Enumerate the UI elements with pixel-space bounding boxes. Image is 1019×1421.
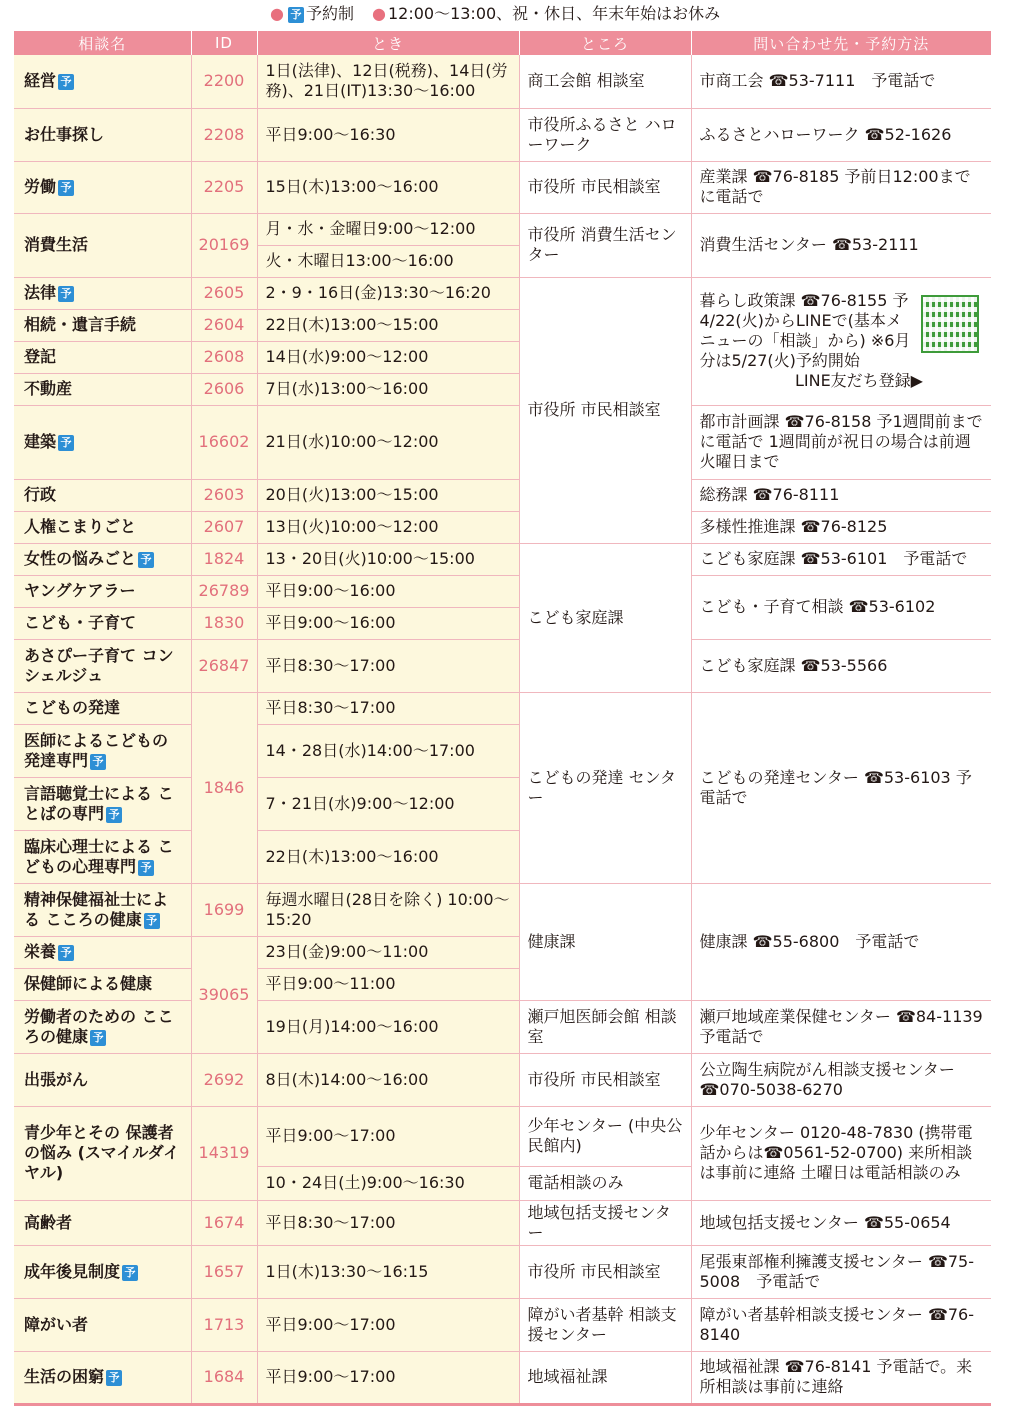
women-contact: こども家庭課 ☎53-6101 予電話で <box>691 543 991 575</box>
row-name: 青少年とその 保護者の悩み (スマイルダイヤル) <box>14 1106 191 1200</box>
row-id: 2608 <box>191 341 257 373</box>
table-row <box>14 883 991 936</box>
row-when: 平日9:00〜16:00 <box>257 575 519 607</box>
row-contact: 市商工会 ☎53-7111 予電話で <box>691 55 991 108</box>
row-when: 平日8:30〜17:00 <box>257 1200 519 1245</box>
row-name: 人権こまりごと <box>14 511 191 543</box>
row-when: 平日9:00〜17:00 <box>257 1298 519 1351</box>
row-when: 2・9・16日(金)13:30〜16:20 <box>257 277 519 309</box>
row-when: 毎週水曜日(28日を除く) 10:00〜15:20 <box>257 883 519 936</box>
row-id: 39065 <box>191 936 257 1053</box>
row-when: 7日(水)13:00〜16:00 <box>257 373 519 405</box>
table-row <box>14 511 991 543</box>
row-name: こどもの発達 <box>14 692 191 724</box>
row-when: 22日(木)13:00〜16:00 <box>257 830 519 883</box>
row-id: 2200 <box>191 55 257 108</box>
row-contact: 少年センター 0120-48-7830 (携帯電話からは☎0561-52-0700) 来所相談は事前に連絡 土曜日は電話相談のみ <box>691 1106 991 1200</box>
health-contact: 健康課 ☎55-6800 予電話で <box>691 883 991 1000</box>
row-contact: ふるさとハローワーク ☎52-1626 <box>691 108 991 161</box>
row-when: 平日9:00〜16:00 <box>257 607 519 639</box>
row-when: 平日9:00〜17:00 <box>257 1106 519 1166</box>
table-row <box>14 1000 991 1053</box>
row-id: 2605 <box>191 277 257 309</box>
row-name: こども・子育て <box>14 607 191 639</box>
row-name: 経営 予 <box>14 55 191 108</box>
table-row <box>14 1298 991 1351</box>
row-name: あさぴー子育て コンシェルジュ <box>14 639 191 692</box>
table-row <box>14 277 991 309</box>
table-row <box>14 479 991 511</box>
row-id: 2603 <box>191 479 257 511</box>
row-when: 8日(木)14:00〜16:00 <box>257 1053 519 1106</box>
row-where: 市役所 市民相談室 <box>519 1053 691 1106</box>
reservation-badge-icon: 予 <box>138 552 154 568</box>
row-when: 月・水・金曜日9:00〜12:00 <box>257 213 519 245</box>
row-when: 平日9:00〜11:00 <box>257 968 519 1000</box>
col-name-header: 相談名 <box>14 31 191 55</box>
row-name: 不動産 <box>14 373 191 405</box>
row-when: 21日(水)10:00〜12:00 <box>257 405 519 479</box>
row-id: 20169 <box>191 213 257 277</box>
row-name: ヤングケアラー <box>14 575 191 607</box>
row-id: 16602 <box>191 405 257 479</box>
legend-break: ● 12:00〜13:00、祝・休日、年末年始はお休み <box>371 4 721 23</box>
row-name: お仕事探し <box>14 108 191 161</box>
row-id: 2604 <box>191 309 257 341</box>
table-row <box>14 1200 991 1245</box>
reservation-badge-icon: 予 <box>106 1370 122 1386</box>
row-name: 出張がん <box>14 1053 191 1106</box>
row-name: 言語聴覚士による ことばの専門 予 <box>14 777 191 830</box>
reservation-badge-icon: 予 <box>58 435 74 451</box>
row-contact: 障がい者基幹相談支援センター ☎76-8140 <box>691 1298 991 1351</box>
row-contact: 公立陶生病院がん相談支援センター ☎070-5038-6270 <box>691 1053 991 1106</box>
row-name: 高齢者 <box>14 1200 191 1245</box>
row-where: 市役所 消費生活センター <box>519 213 691 277</box>
row-name: 臨床心理士による こどもの心理専門 予 <box>14 830 191 883</box>
row-id: 1684 <box>191 1351 257 1404</box>
row-where: 瀬戸旭医師会館 相談室 <box>519 1000 691 1053</box>
row-where: 地域福祉課 <box>519 1351 691 1404</box>
concierge-contact: こども家庭課 ☎53-5566 <box>691 639 991 692</box>
row-id: 1846 <box>191 692 257 883</box>
row-id: 1824 <box>191 543 257 575</box>
row-when: 13日(火)10:00〜12:00 <box>257 511 519 543</box>
row-name: 法律 予 <box>14 277 191 309</box>
row-id: 1657 <box>191 1245 257 1298</box>
row-name: 行政 <box>14 479 191 511</box>
row-contact: 産業課 ☎76-8185 予前日12:00までに電話で <box>691 161 991 213</box>
row-name: 労働者のための こころの健康 予 <box>14 1000 191 1053</box>
row-id: 2606 <box>191 373 257 405</box>
row-when: 平日9:00〜17:00 <box>257 1351 519 1404</box>
table-row <box>14 55 991 108</box>
row-when: 平日8:30〜17:00 <box>257 639 519 692</box>
admin-contact: 総務課 ☎76-8111 <box>691 479 991 511</box>
dev-contact: こどもの発達センター ☎53-6103 予電話で <box>691 692 991 883</box>
row-when: 13・20日(火)10:00〜15:00 <box>257 543 519 575</box>
row-where: 地域包括支援センター <box>519 1200 691 1245</box>
reservation-badge-icon: 予 <box>106 807 122 823</box>
row-name: 相続・遺言手続 <box>14 309 191 341</box>
row-id: 2692 <box>191 1053 257 1106</box>
dev-where: こどもの発達 センター <box>519 692 691 883</box>
reservation-badge-icon: 予 <box>58 945 74 961</box>
row-name: 医師によるこどもの 発達専門 予 <box>14 724 191 777</box>
row-when: 7・21日(水)9:00〜12:00 <box>257 777 519 830</box>
reservation-badge-icon: 予 <box>144 913 160 929</box>
row-where: 市役所 市民相談室 <box>519 1245 691 1298</box>
reservation-badge-icon: 予 <box>138 860 154 876</box>
row-when: 19日(月)14:00〜16:00 <box>257 1000 519 1053</box>
line-qr-code-icon <box>921 295 979 353</box>
row-where: 市役所ふるさと ハローワーク <box>519 108 691 161</box>
table-row <box>14 1106 991 1166</box>
row-when: 20日(火)13:00〜15:00 <box>257 479 519 511</box>
health-where: 健康課 <box>519 883 691 1000</box>
young-contact: こども・子育て相談 ☎53-6102 <box>691 575 991 639</box>
row-where: 市役所 市民相談室 <box>519 161 691 213</box>
row-where-2: 電話相談のみ <box>519 1166 691 1200</box>
reservation-badge-icon: 予 <box>58 180 74 196</box>
row-when: 14・28日(水)14:00〜17:00 <box>257 724 519 777</box>
row-id: 1699 <box>191 883 257 936</box>
row-name: 成年後見制度 予 <box>14 1245 191 1298</box>
row-contact: 地域包括支援センター ☎55-0654 <box>691 1200 991 1245</box>
legal-contact: 暮らし政策課 ☎76-8155 予 4/22(火)からLINEで(基本メニューの「相談」から) ※6月分は5/27(火)予約開始 LINE友だち登録▶ <box>691 277 991 405</box>
row-contact: 尾張東部権利擁護支援センター ☎75-5008 予電話で <box>691 1245 991 1298</box>
row-name: 労働 予 <box>14 161 191 213</box>
row-id: 26847 <box>191 639 257 692</box>
legal-where: 市役所 市民相談室 <box>519 277 691 543</box>
rights-contact: 多様性推進課 ☎76-8125 <box>691 511 991 543</box>
reservation-badge-icon: 予 <box>90 1030 106 1046</box>
row-contact: 地域福祉課 ☎76-8141 予電話で。来所相談は事前に連絡 <box>691 1351 991 1404</box>
table-row <box>14 575 991 607</box>
table-row <box>14 1053 991 1106</box>
building-contact: 都市計画課 ☎76-8158 予1週間前までに電話で 1週間前が祝日の場合は前週火曜日まで <box>691 405 991 479</box>
table-row <box>14 108 991 161</box>
row-when: 22日(木)13:00〜15:00 <box>257 309 519 341</box>
row-id: 1830 <box>191 607 257 639</box>
table-row <box>14 639 991 692</box>
row-name: 登記 <box>14 341 191 373</box>
table-header <box>14 31 991 55</box>
col-when-header: とき <box>257 31 519 55</box>
row-when: 1日(法律)、12日(税務)、14日(労務)、21日(IT)13:30〜16:00 <box>257 55 519 108</box>
legend-reservation: ● 予 予約制 <box>270 4 354 23</box>
row-when: 14日(水)9:00〜12:00 <box>257 341 519 373</box>
row-id: 2205 <box>191 161 257 213</box>
row-name: 消費生活 <box>14 213 191 277</box>
row-when: 平日8:30〜17:00 <box>257 692 519 724</box>
col-where-header: ところ <box>519 31 691 55</box>
row-name: 精神保健福祉士による こころの健康 予 <box>14 883 191 936</box>
row-id: 1674 <box>191 1200 257 1245</box>
row-when-2: 火・木曜日13:00〜16:00 <box>257 245 519 277</box>
row-where: 少年センター (中央公民館内) <box>519 1106 691 1166</box>
row-when: 1日(木)13:30〜16:15 <box>257 1245 519 1298</box>
table-row <box>14 692 991 724</box>
row-when: 15日(木)13:00〜16:00 <box>257 161 519 213</box>
line-friend-link[interactable]: LINE友だち登録▶ <box>794 371 923 390</box>
row-id: 2208 <box>191 108 257 161</box>
row-name: 保健師による健康 <box>14 968 191 1000</box>
col-id-header: ID <box>191 31 257 55</box>
row-name: 栄養 予 <box>14 936 191 968</box>
table-row <box>14 1351 991 1404</box>
row-where: 障がい者基幹 相談支援センター <box>519 1298 691 1351</box>
row-name: 女性の悩みごと 予 <box>14 543 191 575</box>
row-name: 建築 予 <box>14 405 191 479</box>
reservation-badge-icon: 予 <box>90 754 106 770</box>
row-name: 生活の困窮 予 <box>14 1351 191 1404</box>
row-when: 平日9:00〜16:30 <box>257 108 519 161</box>
table-row <box>14 213 991 245</box>
reservation-badge-icon: 予 <box>122 1265 138 1281</box>
table-row <box>14 405 991 479</box>
children-where: こども家庭課 <box>519 543 691 692</box>
row-where: 商工会館 相談室 <box>519 55 691 108</box>
row-name: 障がい者 <box>14 1298 191 1351</box>
row-id: 2607 <box>191 511 257 543</box>
row-id: 1713 <box>191 1298 257 1351</box>
row-id: 14319 <box>191 1106 257 1200</box>
col-contact-header: 問い合わせ先・予約方法 <box>691 31 991 55</box>
row-contact: 瀬戸地域産業保健センター ☎84-1139 予電話で <box>691 1000 991 1053</box>
row-contact: 消費生活センター ☎53-2111 <box>691 213 991 277</box>
reservation-badge-icon: 予 <box>288 7 304 23</box>
row-id: 26789 <box>191 575 257 607</box>
consultation-table <box>14 31 999 1406</box>
table-row <box>14 543 991 575</box>
table-row <box>14 161 991 213</box>
reservation-badge-icon: 予 <box>58 74 74 90</box>
row-when: 23日(金)9:00〜11:00 <box>257 936 519 968</box>
reservation-badge-icon: 予 <box>58 286 74 302</box>
row-when-2: 10・24日(土)9:00〜16:30 <box>257 1166 519 1200</box>
legend <box>270 4 720 24</box>
table-row <box>14 1245 991 1298</box>
